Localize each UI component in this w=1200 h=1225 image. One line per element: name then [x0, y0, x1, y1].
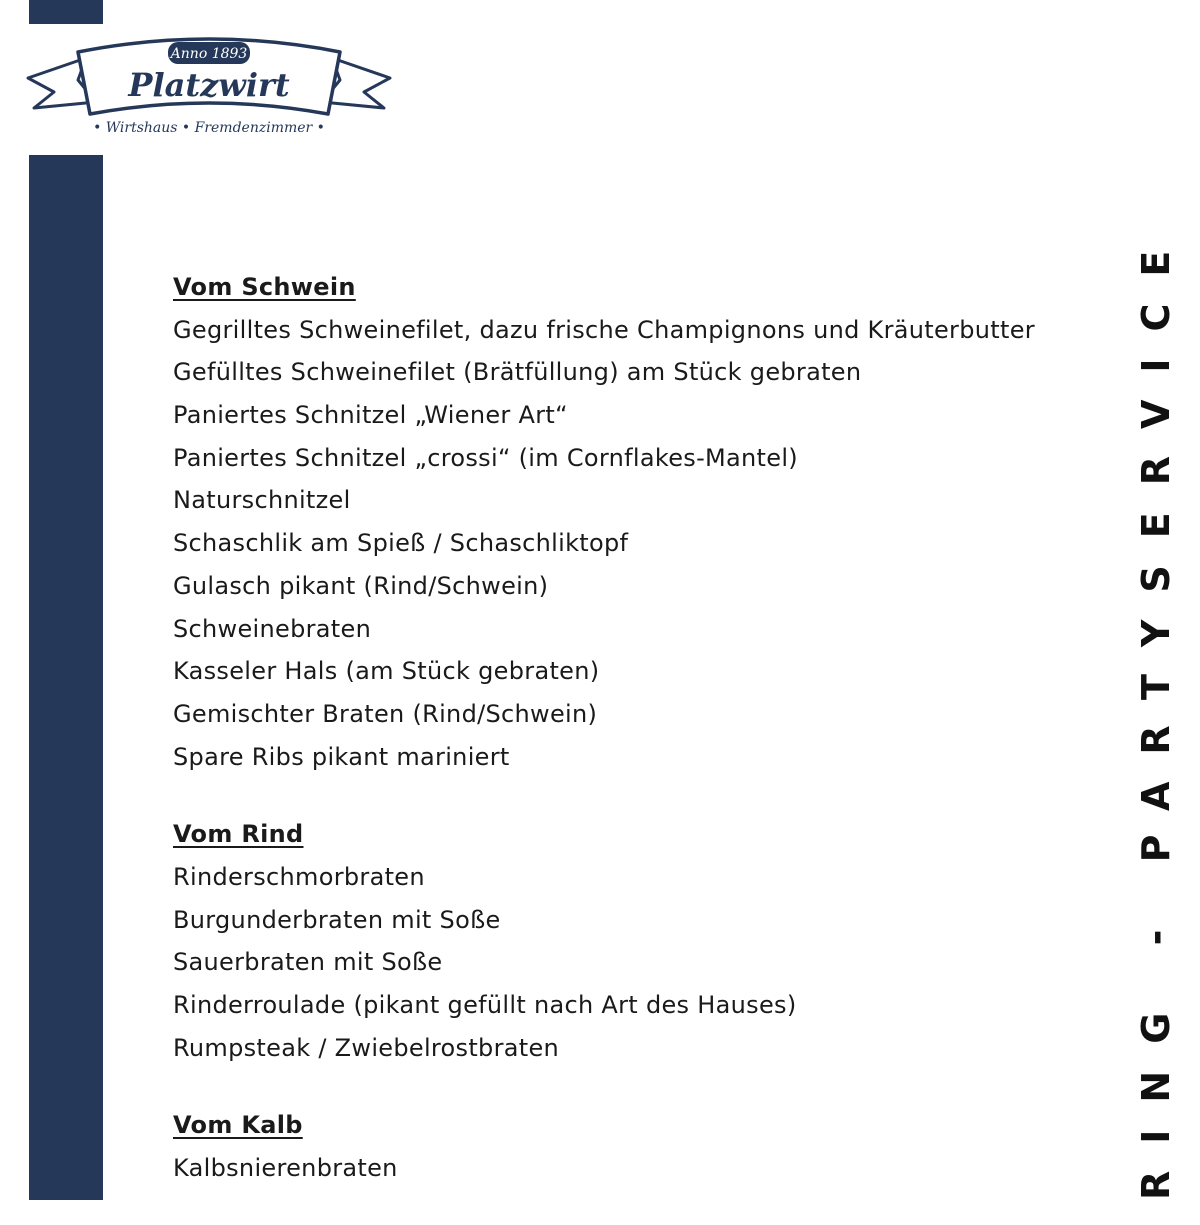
menu-item: Rumpsteak / Zwiebelrostbraten: [173, 1033, 560, 1062]
menu-item: Gefülltes Schweinefilet (Brätfüllung) am Stück gebraten: [173, 358, 862, 387]
menu-item: Burgunderbraten mit Soße: [173, 905, 501, 934]
platzwirt-logo: [26, 30, 392, 142]
menu-item: Gegrilltes Schweinefilet, dazu frische Champignons und Kräuterbutter: [173, 315, 1035, 344]
menu-item: Spare Ribs pikant mariniert: [173, 742, 510, 771]
sidebar-accent-bar-top: [29, 0, 103, 24]
menu-item: Gulasch pikant (Rind/Schwein): [173, 571, 549, 600]
logo-year: Anno 1893: [170, 46, 248, 62]
menu-item: Rinderroulade (pikant gefüllt nach Art des Hauses): [173, 991, 797, 1019]
section-vom-kalb: [173, 1104, 1073, 1189]
menu-item: Paniertes Schnitzel „crossi“ (im Cornflakes-Mantel): [173, 443, 798, 472]
side-label: RING - PARTYSERVICE: [1134, 223, 1178, 1200]
section-vom-schwein: [173, 266, 1073, 778]
section-vom-rind: [173, 813, 1073, 1069]
section-heading: Vom Schwein: [173, 273, 356, 301]
menu-item: Gemischter Braten (Rind/Schwein): [173, 699, 598, 728]
menu-item: Kalbsnierenbraten: [173, 1154, 398, 1183]
menu-item: Sauerbraten mit Soße: [173, 948, 443, 977]
logo-name: Platzwirt: [128, 66, 290, 104]
menu-item: Rinderschmorbraten: [173, 862, 425, 891]
menu-item: Schaschlik am Spieß / Schaschliktopf: [173, 529, 629, 558]
side-label-container: [1110, 0, 1200, 1200]
section-heading: Vom Kalb: [173, 1111, 303, 1140]
logo-subtitle: • Wirtshaus • Fremdenzimmer •: [93, 120, 325, 136]
sidebar-accent-bar: [29, 155, 103, 1200]
menu-item: Naturschnitzel: [173, 486, 351, 515]
section-heading: Vom Rind: [173, 820, 304, 849]
menu-list: [173, 266, 1073, 1225]
menu-item: Kasseler Hals (am Stück gebraten): [173, 657, 600, 686]
menu-item: Schweinebraten: [173, 614, 372, 643]
menu-item: Paniertes Schnitzel „Wiener Art“: [173, 401, 568, 430]
